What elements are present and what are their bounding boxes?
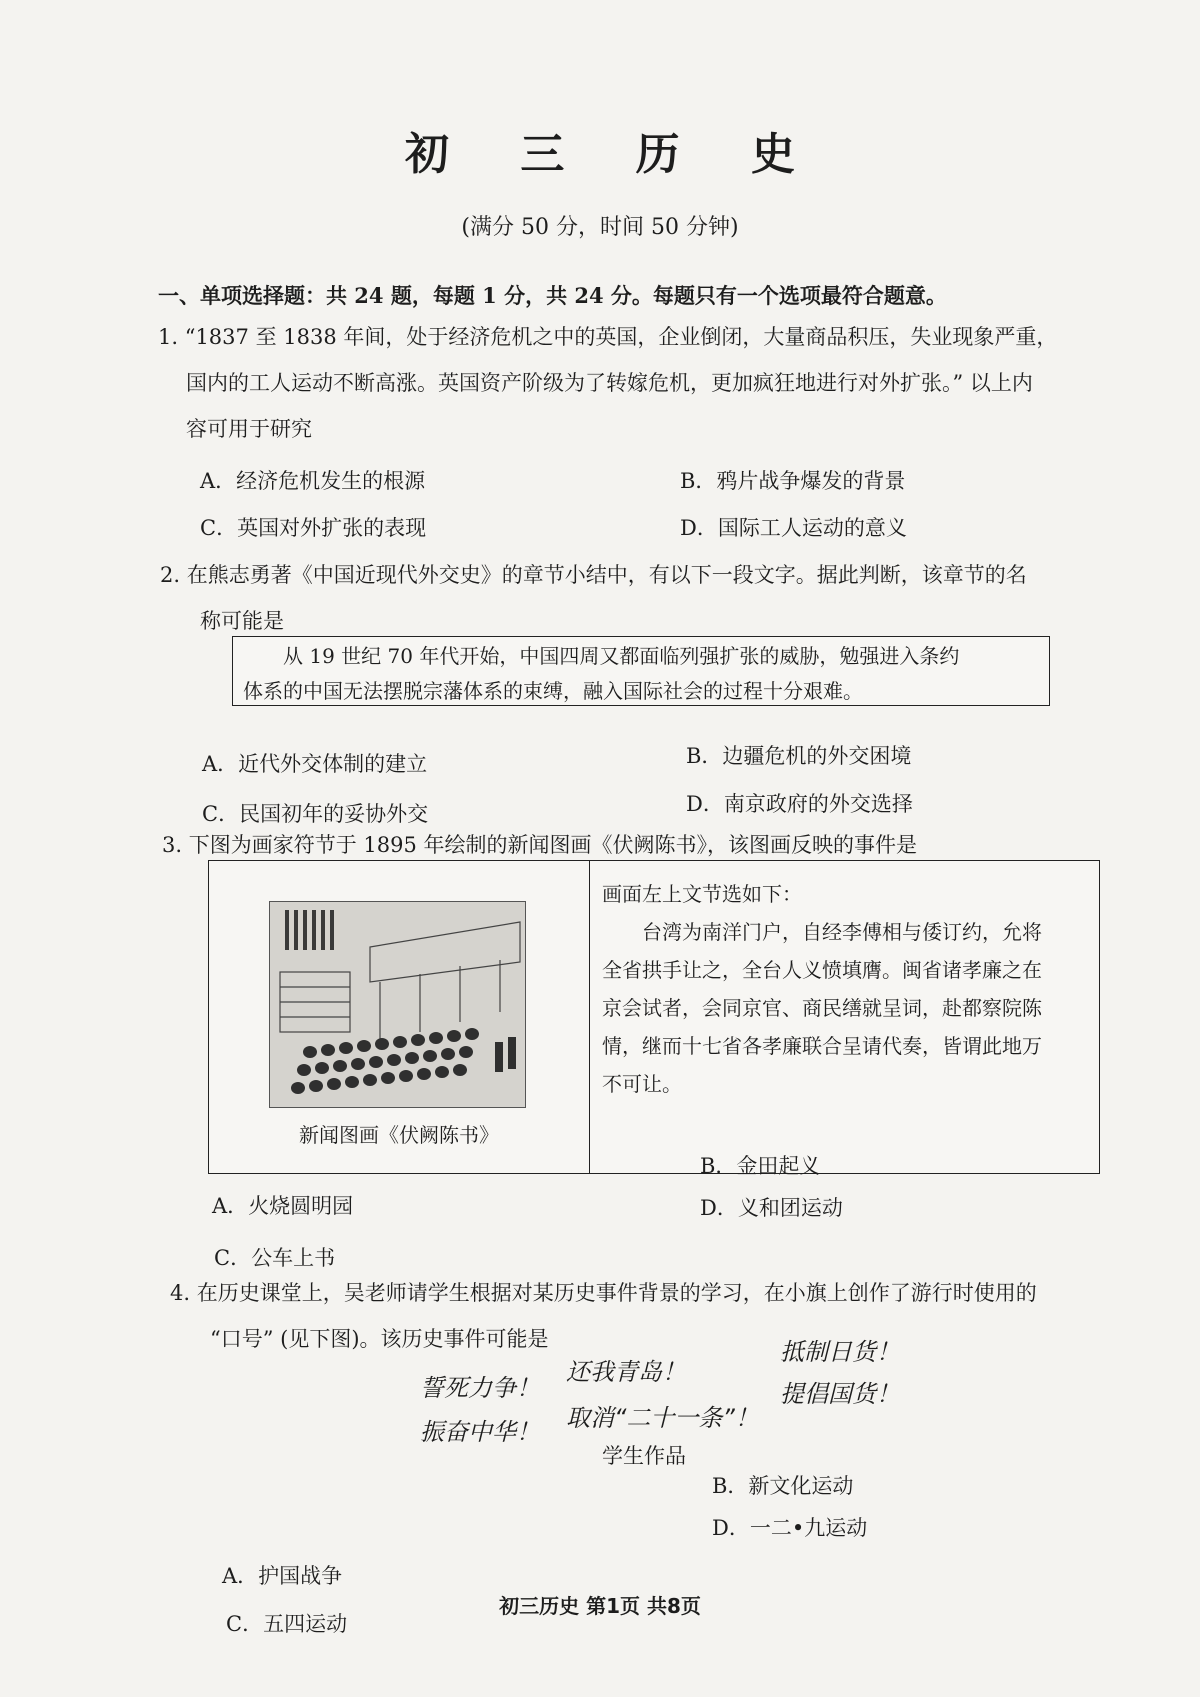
quote-line: 体系的中国无法摆脱宗藩体系的束缚，融入国际社会的过程十分艰难。 bbox=[243, 679, 863, 703]
engraving-image bbox=[269, 901, 526, 1108]
quote-box bbox=[232, 636, 1050, 706]
question-2-line: 称可能是 bbox=[200, 609, 284, 633]
figure-text-line: 情，继而十七省各孝廉联合呈请代奏，皆谓此地万 bbox=[602, 1034, 1042, 1058]
slogan-3: 还我青岛！ bbox=[566, 1358, 686, 1386]
slogan-2: 振奋中华！ bbox=[420, 1418, 540, 1446]
section-heading: 一、单项选择题：共 24 题，每题 1 分，共 24 分。每题只有一个选项最符合题意。 bbox=[158, 283, 947, 308]
q1-option-a[interactable]: A．经济危机发生的根源 bbox=[200, 469, 426, 493]
q3-option-d[interactable]: D．义和团运动 bbox=[700, 1196, 843, 1220]
slogan-caption: 学生作品 bbox=[602, 1444, 686, 1468]
q2-option-b[interactable]: B．边疆危机的外交困境 bbox=[686, 744, 912, 768]
q4-option-d[interactable]: D．一二•九运动 bbox=[712, 1516, 868, 1540]
question-1-line: 1. “1837 至 1838 年间，处于经济危机之中的英国，企业倒闭，大量商品积压，失业现象严重， bbox=[158, 325, 1058, 349]
figure-text-line: 台湾为南洋门户，自经李傅相与倭订约，允将 bbox=[642, 920, 1042, 944]
q4-option-c[interactable]: C．五四运动 bbox=[226, 1612, 348, 1636]
q4-option-b[interactable]: B．新文化运动 bbox=[712, 1474, 854, 1498]
q3-option-c[interactable]: C．公车上书 bbox=[214, 1246, 336, 1270]
question-1-line: 国内的工人运动不断高涨。英国资产阶级为了转嫁危机，更加疯狂地进行对外扩张。” 以上内 bbox=[186, 371, 1033, 395]
slogan-6: 提倡国货！ bbox=[780, 1380, 900, 1408]
figure-text-intro: 画面左上文节选如下： bbox=[602, 882, 802, 906]
figure-left-panel bbox=[209, 861, 590, 1173]
q1-option-c[interactable]: C．英国对外扩张的表现 bbox=[200, 516, 427, 540]
q4-option-a[interactable]: A．护国战争 bbox=[222, 1564, 343, 1588]
q3-option-b[interactable]: B．金田起义 bbox=[700, 1154, 821, 1178]
slogan-5: 抵制日货！ bbox=[780, 1338, 900, 1366]
q1-option-b[interactable]: B．鸦片战争爆发的背景 bbox=[680, 469, 906, 493]
question-2 bbox=[160, 552, 1120, 644]
q2-option-d[interactable]: D．南京政府的外交选择 bbox=[686, 792, 913, 816]
question-1 bbox=[158, 314, 1118, 452]
question-3-line: 3. 下图为画家符节于 1895 年绘制的新闻图画《伏阙陈书》，该图画反映的事件是 bbox=[162, 833, 918, 857]
page-title: 初 三 历 史 bbox=[405, 129, 823, 180]
figure-text-line: 京会试者，会同京官、商民缮就呈词，赴都察院陈 bbox=[602, 996, 1042, 1020]
figure-box bbox=[208, 860, 1100, 1174]
quote-line: 从 19 世纪 70 年代开始，中国四周又都面临列强扩张的威胁，勉强进入条约 bbox=[283, 644, 960, 668]
figure-caption: 新闻图画《伏阙陈书》 bbox=[299, 1123, 499, 1147]
q1-option-d[interactable]: D．国际工人运动的意义 bbox=[680, 516, 907, 540]
slogan-1: 誓死力争！ bbox=[420, 1374, 540, 1402]
question-4-line: “口号” (见下图)。该历史事件可能是 bbox=[210, 1327, 549, 1351]
question-4-line: 4. 在历史课堂上，吴老师请学生根据对某历史事件背景的学习，在小旗上创作了游行时使用的 bbox=[170, 1281, 1037, 1305]
q2-option-a[interactable]: A．近代外交体制的建立 bbox=[202, 752, 428, 776]
page-subtitle: (满分 50 分，时间 50 分钟) bbox=[461, 215, 739, 240]
figure-text-panel bbox=[590, 861, 1099, 1173]
q3-option-a[interactable]: A．火烧圆明园 bbox=[212, 1194, 354, 1218]
question-4 bbox=[170, 1270, 1130, 1362]
question-2-line: 2. 在熊志勇著《中国近现代外交史》的章节小结中，有以下一段文字。据此判断，该章节的名 bbox=[160, 563, 1027, 587]
engraving-illustration bbox=[270, 902, 525, 1107]
question-1-line: 容可用于研究 bbox=[186, 417, 312, 441]
figure-text-line: 全省拱手让之，全台人义愤填膺。闽省诸孝廉之在 bbox=[602, 958, 1042, 982]
slogan-4: 取消“二十一条”！ bbox=[566, 1404, 759, 1432]
figure-text-line: 不可让。 bbox=[602, 1072, 682, 1096]
q2-option-c[interactable]: C．民国初年的妥协外交 bbox=[202, 802, 429, 826]
page-footer: 初三历史 第1页 共8页 bbox=[499, 1594, 701, 1618]
